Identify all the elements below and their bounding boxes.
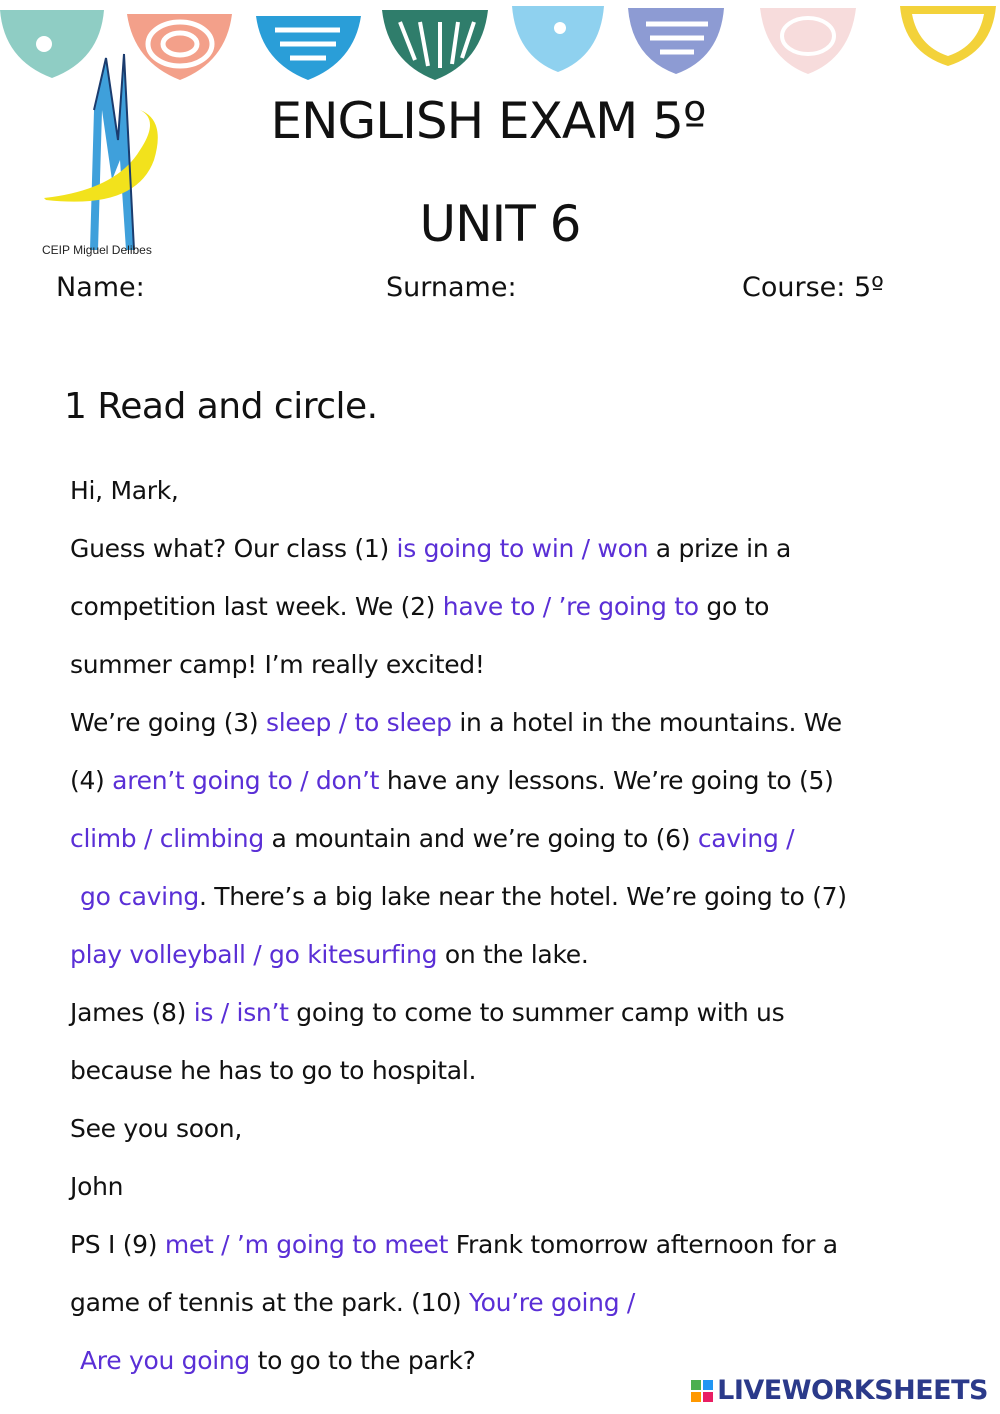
text-segment: because he has to go to hospital. (70, 1056, 477, 1085)
option-6-part-2[interactable]: go caving (80, 882, 199, 911)
letter-text (70, 462, 970, 1390)
liveworksheets-logo-icon (691, 1380, 713, 1402)
text-segment: going to come to summer camp with us (288, 998, 785, 1027)
letter-line (70, 694, 970, 752)
signature: John (70, 1172, 124, 1201)
exam-title: ENGLISH EXAM 5º (270, 92, 706, 150)
option-9[interactable]: met / ’m going to meet (164, 1230, 449, 1259)
letter-line (70, 578, 970, 636)
text-segment: have any lessons. We’re going to (5) (379, 766, 834, 795)
text-segment: Frank tomorrow afternoon for a (448, 1230, 838, 1259)
course-label: Course: 5º (742, 272, 884, 303)
letter-line (70, 810, 970, 868)
option-4[interactable]: aren’t going to / don’t (112, 766, 380, 795)
letter-line (70, 984, 970, 1042)
text-segment: Guess what? Our class (1) (70, 534, 397, 563)
closing: See you soon, (70, 1114, 242, 1143)
option-8[interactable]: is / isn’t (193, 998, 289, 1027)
text-segment: summer camp! I’m really excited! (70, 650, 485, 679)
text-segment: competition last week. We (2) (70, 592, 443, 621)
bowl-icon (256, 16, 361, 80)
brand-name: LIVEWORKSHEETS (717, 1375, 988, 1406)
text-segment: on the lake. (437, 940, 589, 969)
bowl-icon (628, 8, 724, 74)
option-6-part-1[interactable]: caving / (697, 824, 795, 853)
letter-line (70, 1100, 970, 1158)
bowl-icon (382, 10, 488, 80)
letter-line (70, 636, 970, 694)
option-1[interactable]: is going to win / won (396, 534, 649, 563)
letter-line (70, 1158, 970, 1216)
name-label: Name: (56, 272, 145, 303)
text-segment: game of tennis at the park. (10) (70, 1288, 469, 1317)
option-7[interactable]: play volleyball / go kitesurfing (70, 940, 438, 969)
option-5[interactable]: climb / climbing (70, 824, 264, 853)
letter-line (70, 520, 970, 578)
text-segment: go to (698, 592, 770, 621)
letter-line (70, 868, 970, 926)
text-segment: (4) (70, 766, 113, 795)
letter-line (70, 1042, 970, 1100)
option-10-part-2[interactable]: Are you going (80, 1346, 250, 1375)
school-logo-caption: CEIP Miguel Delibes (42, 243, 152, 257)
exercise-heading: 1 Read and circle. (64, 386, 378, 427)
letter-line (70, 462, 970, 520)
text-segment: a mountain and we’re going to (6) (263, 824, 698, 853)
text-segment: James (8) (70, 998, 194, 1027)
text-segment: PS I (9) (70, 1230, 165, 1259)
text-segment: . There’s a big lake near the hotel. We’re going to (7) (198, 882, 847, 911)
text-segment: in a hotel in the mountains. We (451, 708, 842, 737)
text-segment: to go to the park? (249, 1346, 476, 1375)
letter-line (70, 926, 970, 984)
option-10-part-1[interactable]: You’re going / (468, 1288, 636, 1317)
bowl-icon (760, 8, 856, 74)
text-segment: a prize in a (648, 534, 792, 563)
letter-line (70, 1274, 970, 1332)
unit-title: UNIT 6 (419, 195, 581, 253)
surname-label: Surname: (386, 272, 517, 303)
option-3[interactable]: sleep / to sleep (265, 708, 452, 737)
text-segment: We’re going (3) (70, 708, 266, 737)
bowl-icon (512, 6, 604, 72)
liveworksheets-brand[interactable] (691, 1375, 988, 1406)
bowl-icon (900, 6, 996, 66)
letter-line (70, 752, 970, 810)
option-2[interactable]: have to / ’re going to (442, 592, 699, 621)
greeting: Hi, Mark, (70, 476, 179, 505)
letter-line (70, 1216, 970, 1274)
